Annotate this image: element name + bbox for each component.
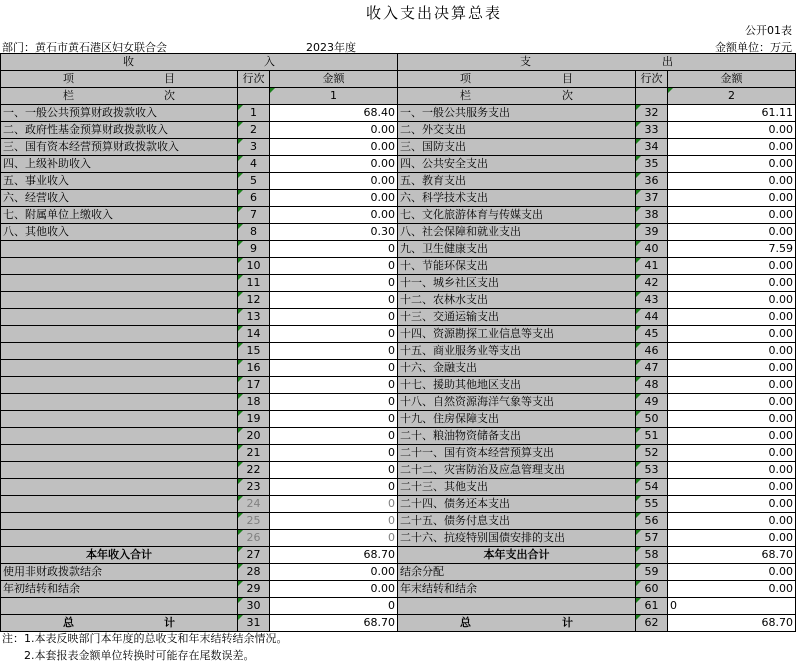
expense-amount[interactable]: 0.00	[668, 309, 796, 326]
row-number: 2	[238, 122, 270, 139]
table-row	[1, 581, 796, 598]
row-number: 56	[636, 513, 668, 530]
page-title: 收入支出决算总表	[365, 4, 502, 22]
row-number: 19	[238, 411, 270, 428]
income-subtotal-label: 本年收入合计	[1, 547, 238, 564]
row-number: 42	[636, 275, 668, 292]
expense-item: 十五、商业服务业等支出	[398, 343, 636, 360]
expense-amount[interactable]: 61.11	[668, 105, 796, 122]
table-row	[1, 411, 796, 428]
income-amount[interactable]: 0	[270, 360, 398, 377]
row-number: 59	[636, 564, 668, 581]
income-item	[1, 428, 238, 445]
expense-amount-header: 金额	[668, 71, 796, 88]
income-amount[interactable]: 0	[270, 411, 398, 428]
income-item	[1, 462, 238, 479]
table-row	[1, 445, 796, 462]
row-number: 39	[636, 224, 668, 241]
income-amount[interactable]: 0.00	[270, 581, 398, 598]
total-row	[1, 615, 796, 632]
row-number: 14	[238, 326, 270, 343]
expense-item: 九、卫生健康支出	[398, 241, 636, 258]
table-row	[1, 105, 796, 122]
income-col-index: 1	[270, 88, 398, 105]
income-amount-header: 金额	[270, 71, 398, 88]
row-number: 22	[238, 462, 270, 479]
expense-amount[interactable]: 0.00	[668, 377, 796, 394]
expense-total-amount[interactable]: 68.70	[668, 615, 796, 632]
expense-amount[interactable]: 0.00	[668, 292, 796, 309]
row-number: 60	[636, 581, 668, 598]
expense-item: 二十二、灾害防治及应急管理支出	[398, 462, 636, 479]
expense-amount[interactable]: 0.00	[668, 394, 796, 411]
row-number: 61	[636, 598, 668, 615]
table-row	[1, 173, 796, 190]
footnote-2: 2.本套报表金额单位转换时可能存在尾数误差。	[24, 649, 255, 662]
income-item	[1, 258, 238, 275]
expense-amount[interactable]: 0.00	[668, 411, 796, 428]
table-row	[1, 479, 796, 496]
expense-amount[interactable]: 0.00	[668, 564, 796, 581]
income-item: 使用非财政拨款结余	[1, 564, 238, 581]
expense-item: 二十、粮油物资储备支出	[398, 428, 636, 445]
table-row	[1, 496, 796, 513]
expense-amount[interactable]: 0.00	[668, 479, 796, 496]
row-number: 36	[636, 173, 668, 190]
row-number: 5	[238, 173, 270, 190]
row-number: 54	[636, 479, 668, 496]
income-item	[1, 343, 238, 360]
row-number: 12	[238, 292, 270, 309]
income-item	[1, 326, 238, 343]
expense-item: 结余分配	[398, 564, 636, 581]
row-number: 8	[238, 224, 270, 241]
row-number: 13	[238, 309, 270, 326]
table-row	[1, 309, 796, 326]
income-rowno-header: 行次	[238, 71, 270, 88]
income-amount[interactable]: 0	[270, 275, 398, 292]
expense-amount[interactable]: 0	[668, 598, 796, 615]
row-number: 37	[636, 190, 668, 207]
expense-amount[interactable]: 0.00	[668, 462, 796, 479]
income-item: 四、上级补助收入	[1, 156, 238, 173]
expense-amount[interactable]: 7.59	[668, 241, 796, 258]
row-number: 1	[238, 105, 270, 122]
row-number: 23	[238, 479, 270, 496]
income-amount[interactable]: 0.00	[270, 564, 398, 581]
row-number: 7	[238, 207, 270, 224]
table-row	[1, 292, 796, 309]
expense-amount[interactable]: 0.00	[668, 224, 796, 241]
expense-subtotal-amount[interactable]: 68.70	[668, 547, 796, 564]
income-subtotal-amount[interactable]: 68.70	[270, 547, 398, 564]
expense-amount[interactable]: 0.00	[668, 275, 796, 292]
expense-item: 三、国防支出	[398, 139, 636, 156]
expense-item: 十七、援助其他地区支出	[398, 377, 636, 394]
income-amount[interactable]: 0.00	[270, 139, 398, 156]
table-row	[1, 343, 796, 360]
row-number: 33	[636, 122, 668, 139]
group-header-row	[1, 54, 796, 71]
income-item	[1, 479, 238, 496]
expense-total-label: 总 计	[398, 615, 636, 632]
income-amount[interactable]: 0	[270, 462, 398, 479]
expense-item: 八、社会保障和就业支出	[398, 224, 636, 241]
row-number: 48	[636, 377, 668, 394]
table-row	[1, 462, 796, 479]
table-row	[1, 513, 796, 530]
row-number: 57	[636, 530, 668, 547]
income-item	[1, 309, 238, 326]
row-number: 21	[238, 445, 270, 462]
expense-amount[interactable]: 0.00	[668, 360, 796, 377]
column-index-row	[1, 88, 796, 105]
expense-item: 四、公共安全支出	[398, 156, 636, 173]
income-amount[interactable]: 0	[270, 445, 398, 462]
expense-amount[interactable]: 0.00	[668, 190, 796, 207]
table-row	[1, 564, 796, 581]
income-item	[1, 411, 238, 428]
expense-lan-rowno	[636, 88, 668, 105]
income-lan-rowno	[238, 88, 270, 105]
expense-item: 十九、住房保障支出	[398, 411, 636, 428]
row-number: 40	[636, 241, 668, 258]
expense-item: 二十五、债务付息支出	[398, 513, 636, 530]
expense-item: 七、文化旅游体育与传媒支出	[398, 207, 636, 224]
expense-item: 六、科学技术支出	[398, 190, 636, 207]
table-row	[1, 394, 796, 411]
income-amount[interactable]: 0	[270, 479, 398, 496]
income-amount[interactable]: 0.30	[270, 224, 398, 241]
column-header-row	[1, 71, 796, 88]
row-number: 45	[636, 326, 668, 343]
table-row	[1, 122, 796, 139]
income-item: 五、事业收入	[1, 173, 238, 190]
expense-amount[interactable]: 0.00	[668, 326, 796, 343]
row-number: 15	[238, 343, 270, 360]
income-item: 六、经营收入	[1, 190, 238, 207]
row-number: 10	[238, 258, 270, 275]
row-number: 4	[238, 156, 270, 173]
row-number: 34	[636, 139, 668, 156]
row-number: 52	[636, 445, 668, 462]
table-row	[1, 360, 796, 377]
row-number: 44	[636, 309, 668, 326]
row-number: 6	[238, 190, 270, 207]
expense-item: 五、教育支出	[398, 173, 636, 190]
amount-unit: 金额单位：万元	[715, 41, 792, 54]
row-number: 41	[636, 258, 668, 275]
expense-item: 十六、金融支出	[398, 360, 636, 377]
income-amount[interactable]: 0.00	[270, 173, 398, 190]
expense-item: 十一、城乡社区支出	[398, 275, 636, 292]
table-row	[1, 156, 796, 173]
fiscal-year: 2023年度	[306, 41, 356, 54]
expense-amount[interactable]: 0.00	[668, 139, 796, 156]
expense-amount[interactable]: 0.00	[668, 581, 796, 598]
expense-rowno-header: 行次	[636, 71, 668, 88]
form-number: 公开01表	[745, 24, 792, 37]
row-number: 17	[238, 377, 270, 394]
row-number: 38	[636, 207, 668, 224]
table-row	[1, 207, 796, 224]
income-item	[1, 394, 238, 411]
expense-amount[interactable]: 0.00	[668, 428, 796, 445]
expense-item: 十三、交通运输支出	[398, 309, 636, 326]
expense-amount[interactable]: 0.00	[668, 207, 796, 224]
expense-item: 十四、资源勘探工业信息等支出	[398, 326, 636, 343]
table-row	[1, 530, 796, 547]
income-amount[interactable]: 0	[270, 258, 398, 275]
income-item	[1, 360, 238, 377]
expense-item: 二十四、债务还本支出	[398, 496, 636, 513]
expense-group-header: 支 出	[398, 54, 796, 71]
income-amount[interactable]: 0	[270, 496, 398, 513]
row-number: 55	[636, 496, 668, 513]
row-number: 46	[636, 343, 668, 360]
table-row	[1, 275, 796, 292]
row-number: 9	[238, 241, 270, 258]
income-total-amount[interactable]: 68.70	[270, 615, 398, 632]
expense-col-index: 2	[668, 88, 796, 105]
expense-item: 十二、农林水支出	[398, 292, 636, 309]
row-number: 51	[636, 428, 668, 445]
row-number: 31	[238, 615, 270, 632]
income-amount[interactable]: 0	[270, 377, 398, 394]
row-number: 20	[238, 428, 270, 445]
row-number: 27	[238, 547, 270, 564]
expense-amount[interactable]: 0.00	[668, 343, 796, 360]
row-number: 32	[636, 105, 668, 122]
expense-amount[interactable]: 0.00	[668, 173, 796, 190]
income-item	[1, 445, 238, 462]
income-amount[interactable]: 0.00	[270, 122, 398, 139]
row-number: 11	[238, 275, 270, 292]
income-expense-table	[0, 53, 796, 632]
expense-item: 二十一、国有资本经营预算支出	[398, 445, 636, 462]
row-number: 25	[238, 513, 270, 530]
row-number: 53	[636, 462, 668, 479]
income-item: 七、附属单位上缴收入	[1, 207, 238, 224]
income-total-label: 总 计	[1, 615, 238, 632]
income-item-header: 项 目	[1, 71, 238, 88]
expense-item: 二、外交支出	[398, 122, 636, 139]
expense-amount[interactable]: 0.00	[668, 496, 796, 513]
footnote-1: 注：1.本表反映部门本年度的总收支和年末结转结余情况。	[2, 632, 288, 645]
table-row	[1, 241, 796, 258]
income-amount[interactable]: 0	[270, 428, 398, 445]
expense-item: 十、节能环保支出	[398, 258, 636, 275]
row-number: 62	[636, 615, 668, 632]
income-item	[1, 598, 238, 615]
expense-item: 年末结转和结余	[398, 581, 636, 598]
expense-amount[interactable]: 0.00	[668, 122, 796, 139]
row-number: 35	[636, 156, 668, 173]
expense-item: 一、一般公共服务支出	[398, 105, 636, 122]
expense-amount[interactable]: 0.00	[668, 258, 796, 275]
income-item: 八、其他收入	[1, 224, 238, 241]
expense-amount[interactable]: 0.00	[668, 156, 796, 173]
row-number: 26	[238, 530, 270, 547]
income-amount[interactable]: 0	[270, 326, 398, 343]
expense-amount[interactable]: 0.00	[668, 445, 796, 462]
income-item: 一、一般公共预算财政拨款收入	[1, 105, 238, 122]
expense-amount[interactable]: 0.00	[668, 513, 796, 530]
income-amount[interactable]: 0	[270, 513, 398, 530]
table-row	[1, 190, 796, 207]
table-row	[1, 258, 796, 275]
income-amount[interactable]: 0	[270, 598, 398, 615]
income-item	[1, 513, 238, 530]
footnotes	[2, 630, 288, 664]
income-item	[1, 496, 238, 513]
expense-item: 二十六、抗疫特别国债安排的支出	[398, 530, 636, 547]
row-number: 47	[636, 360, 668, 377]
income-item	[1, 530, 238, 547]
row-number: 28	[238, 564, 270, 581]
row-number: 43	[636, 292, 668, 309]
row-number: 18	[238, 394, 270, 411]
table-row	[1, 139, 796, 156]
table-row	[1, 224, 796, 241]
income-amount[interactable]: 0	[270, 394, 398, 411]
income-amount[interactable]: 68.40	[270, 105, 398, 122]
table-row	[1, 598, 796, 615]
income-amount[interactable]: 0	[270, 241, 398, 258]
income-item: 二、政府性基金预算财政拨款收入	[1, 122, 238, 139]
income-item	[1, 377, 238, 394]
expense-item: 二十三、其他支出	[398, 479, 636, 496]
expense-item-header: 项 目	[398, 71, 636, 88]
expense-amount[interactable]: 0.00	[668, 530, 796, 547]
income-amount[interactable]: 0.00	[270, 156, 398, 173]
income-lan-label: 栏 次	[1, 88, 238, 105]
expense-lan-label: 栏 次	[398, 88, 636, 105]
income-item: 年初结转和结余	[1, 581, 238, 598]
expense-subtotal-label: 本年支出合计	[398, 547, 636, 564]
row-number: 29	[238, 581, 270, 598]
row-number: 16	[238, 360, 270, 377]
income-item: 三、国有资本经营预算财政拨款收入	[1, 139, 238, 156]
row-number: 50	[636, 411, 668, 428]
income-amount[interactable]: 0.00	[270, 190, 398, 207]
income-amount[interactable]: 0	[270, 309, 398, 326]
table-row	[1, 428, 796, 445]
income-group-header: 收 入	[1, 54, 398, 71]
subtotal-row	[1, 547, 796, 564]
income-amount[interactable]: 0	[270, 343, 398, 360]
row-number: 24	[238, 496, 270, 513]
income-item	[1, 275, 238, 292]
income-item	[1, 241, 238, 258]
table-row	[1, 326, 796, 343]
income-amount[interactable]: 0	[270, 530, 398, 547]
income-item	[1, 292, 238, 309]
income-amount[interactable]: 0	[270, 292, 398, 309]
expense-item	[398, 598, 636, 615]
department-label: 部门：黄石市黄石港区妇女联合会	[2, 41, 167, 54]
row-number: 49	[636, 394, 668, 411]
row-number: 3	[238, 139, 270, 156]
table-row	[1, 377, 796, 394]
income-amount[interactable]: 0.00	[270, 207, 398, 224]
row-number: 58	[636, 547, 668, 564]
expense-item: 十八、自然资源海洋气象等支出	[398, 394, 636, 411]
row-number: 30	[238, 598, 270, 615]
